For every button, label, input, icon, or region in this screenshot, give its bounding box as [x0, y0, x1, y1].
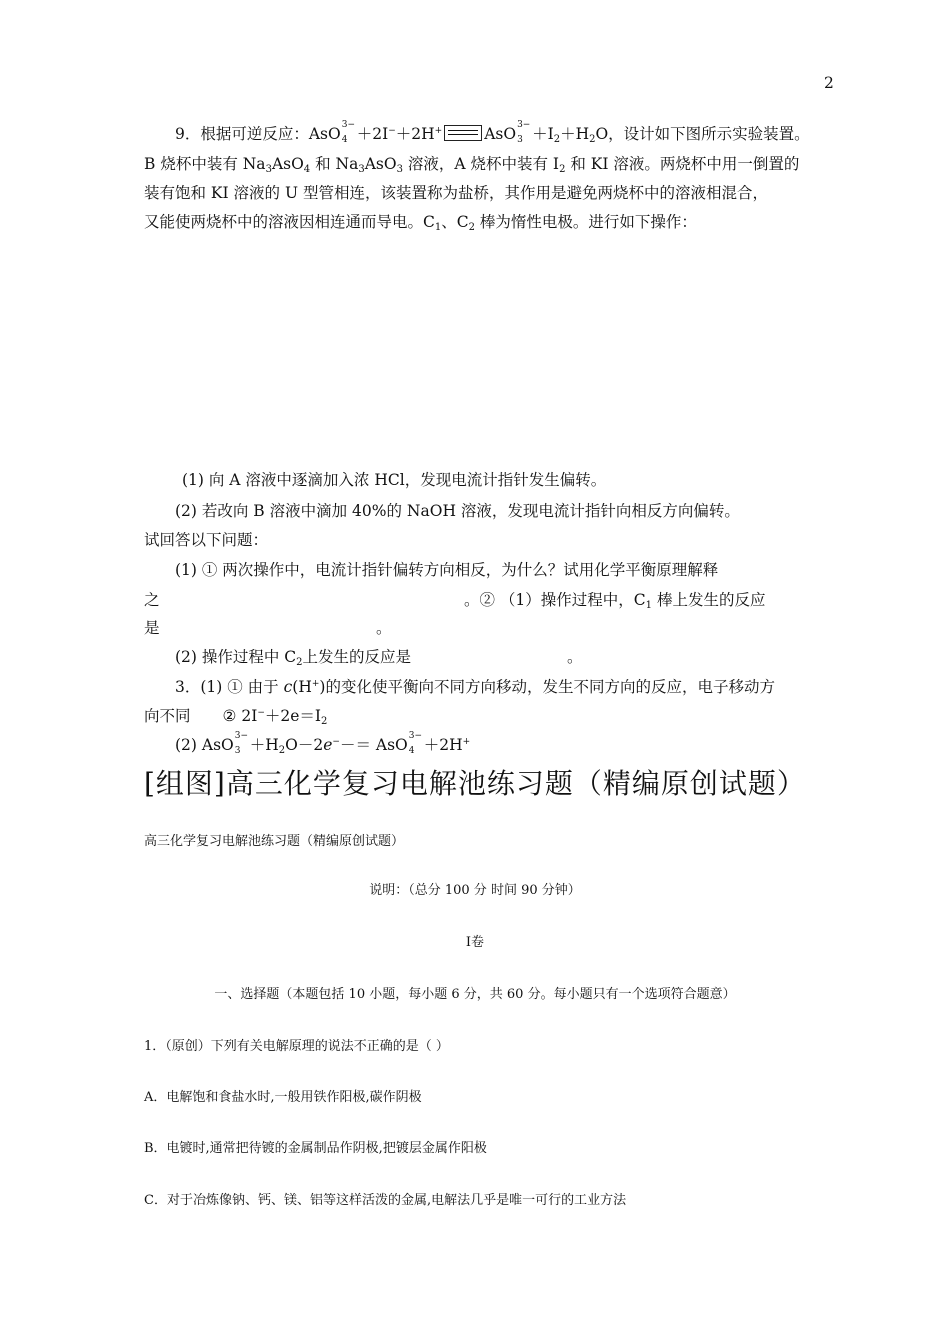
operation-1: (1) 向 A 溶液中逐滴加入浓 HCl，发现电流计指针发生偏转。	[182, 471, 607, 489]
page-headline: [组图]高三化学复习电解池练习题（精编原创试题）	[144, 767, 806, 800]
figure-placeholder	[144, 240, 804, 460]
doc-volume: Ⅰ卷	[465, 935, 485, 950]
answer-line-2: 向不同 ② $2I^-+2e=I_2$	[144, 707, 328, 727]
q9-line-3: 装有饱和 KI 溶液的 U 型管相连，该装置称为盐桥，其作用是避免两烧杯中的溶液相混合，	[144, 184, 768, 202]
option-c: C．对于冶炼像钠、钙、镁、铝等这样活泼的金属,电解法几乎是唯一可行的工业方法	[144, 1193, 627, 1208]
equilibrium-arrow-icon	[444, 125, 482, 141]
question-1: 1．（原创）下列有关电解原理的说法不正确的是（ ）	[144, 1039, 449, 1054]
doc-subtitle: 高三化学复习电解池练习题（精编原创试题）	[144, 834, 405, 849]
answer-line-1: 3．(1) ① 由于 c(H+)的变化使平衡向不同方向移动，发生不同方向的反应，电子移动方	[175, 678, 775, 696]
ion-aso3: 3− 3	[517, 120, 531, 145]
ion-aso4: 3− 4	[341, 120, 355, 145]
option-a: A．电解饱和食盐水时,一般用铁作阳极,碳作阴极	[144, 1090, 422, 1105]
operation-2: (2) 若改向 B 溶液中滴加 40%的 NaOH 溶液，发现电流计指针向相反方向偏转。	[175, 502, 740, 520]
answer-line-3: (2) AsO 3− 3 $+H_2O-2e^--=$ AsO 3− 4 ＋2H+	[175, 731, 471, 756]
doc-section: 一、选择题（本题包括 10 小题，每小题 6 分，共 60 分。每小题只有一个选项符合题意）	[214, 987, 736, 1002]
ask-heading: 试回答以下问题：	[144, 531, 269, 549]
answer-prompt-2: 之 。② （1）操作过程中，$C_1$ 棒上发生的反应	[144, 591, 766, 611]
q9-line-4: 又能使两烧杯中的溶液因相连通而导电。$C_1$、$C_2$ 棒为惰性电极。进行如下操作：	[144, 213, 697, 233]
option-b: B．电镀时,通常把待镀的金属制品作阴极,把镀层金属作阳极	[144, 1141, 487, 1156]
answer-prompt-4: (2) 操作过程中 $C_2$上发生的反应是 。	[175, 648, 583, 668]
answer-prompt-1: (1) ① 两次操作中，电流计指针偏转方向相反，为什么？试用化学平衡原理解释	[175, 561, 719, 579]
q9-line-2: B 烧杯中装有 $Na_3AsO_4$ 和 $Na_3AsO_3$ 溶液，A 烧杯中装有 $I_2$ 和 KI 溶液。两烧杯中用一倒置的	[144, 155, 800, 175]
page-number: 2	[824, 74, 834, 92]
q9-line-1: 9．根据可逆反应：AsO 3− 4 ＋2I−＋2H+ AsO 3− 3 $+I_2+H_2O$，设计如下图所示实验装置。	[175, 120, 810, 145]
doc-note: 说明：（总分 100 分 时间 90 分钟）	[369, 883, 581, 898]
answer-prompt-3: 是 。	[144, 619, 392, 637]
